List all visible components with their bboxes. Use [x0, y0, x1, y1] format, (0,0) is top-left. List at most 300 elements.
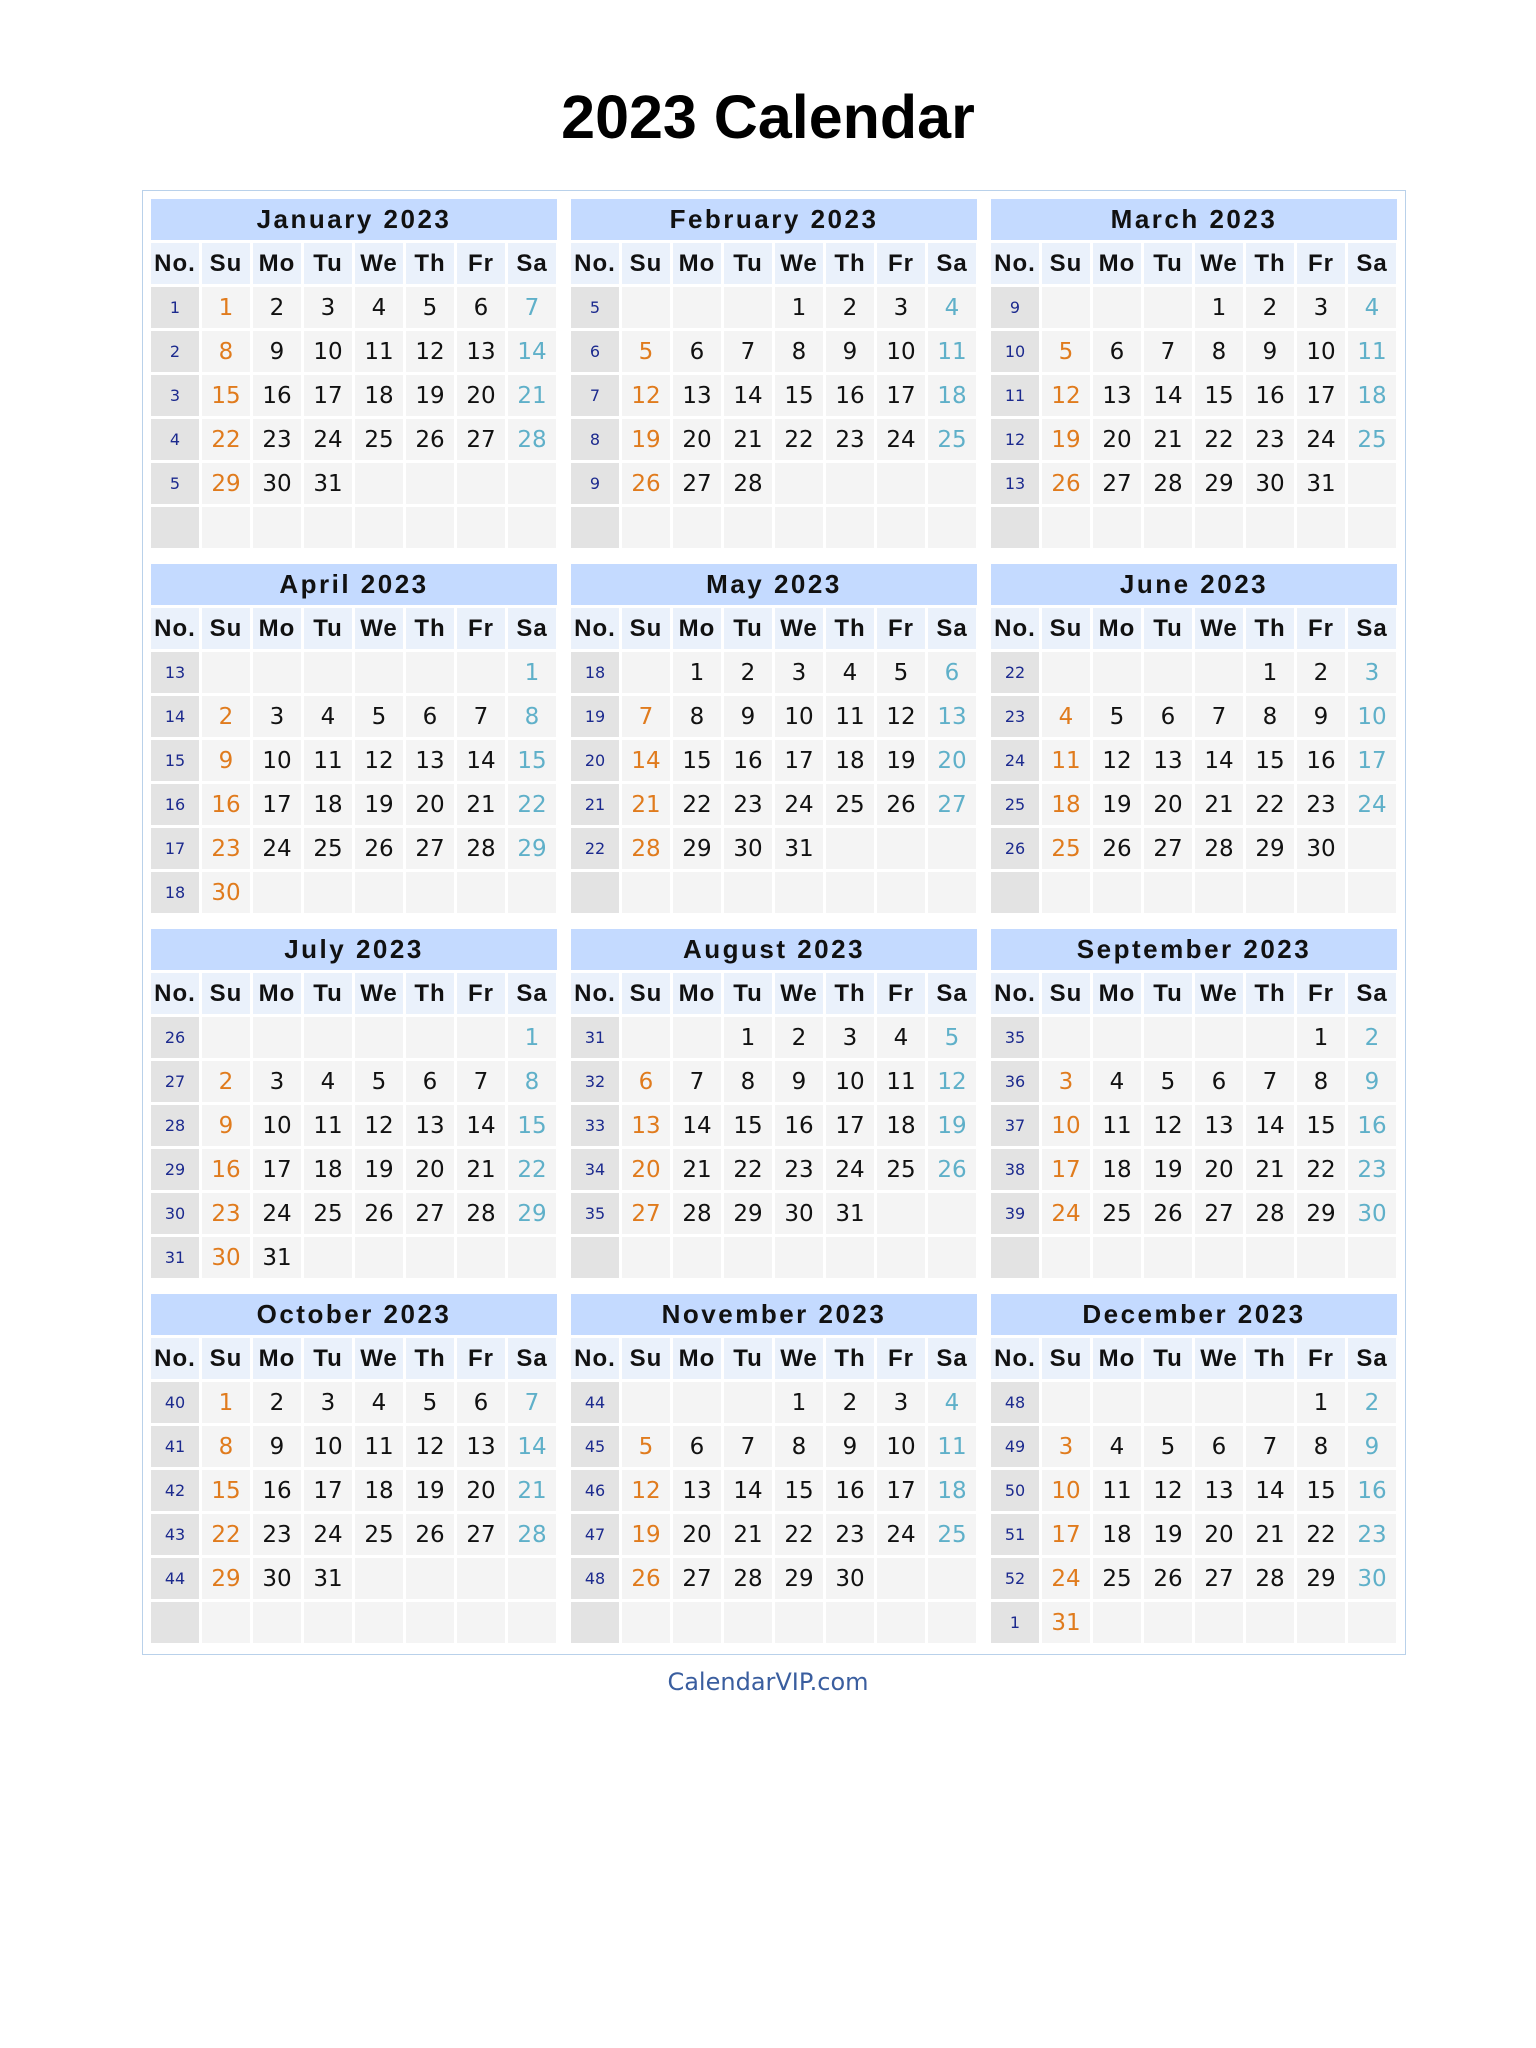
month-title: April 2023	[151, 564, 557, 605]
weekday-header: Su	[1042, 243, 1090, 284]
day-cell	[1144, 1017, 1192, 1058]
day-cell	[1093, 287, 1141, 328]
day-cell: 11	[355, 1426, 403, 1467]
day-cell: 19	[406, 1470, 454, 1511]
day-cell: 15	[1246, 740, 1294, 781]
day-cell: 30	[1246, 463, 1294, 504]
week-row	[991, 507, 1397, 548]
week-number	[571, 1237, 619, 1278]
week-number: 6	[571, 331, 619, 372]
day-cell: 27	[406, 828, 454, 869]
day-cell	[826, 507, 874, 548]
weekday-header: Su	[1042, 1338, 1090, 1379]
weekday-header: Th	[826, 973, 874, 1014]
footer-link[interactable]: CalendarVIP.com	[667, 1668, 869, 1696]
day-cell: 22	[508, 784, 556, 825]
day-cell: 22	[202, 419, 250, 460]
day-cell: 5	[355, 1061, 403, 1102]
week-number: 13	[151, 652, 199, 693]
day-cell: 19	[622, 419, 670, 460]
day-cell: 18	[1042, 784, 1090, 825]
week-number: 17	[151, 828, 199, 869]
month-title: June 2023	[991, 564, 1397, 605]
day-cell: 4	[304, 1061, 352, 1102]
day-cell	[304, 507, 352, 548]
day-cell: 10	[304, 1426, 352, 1467]
day-cell: 28	[508, 419, 556, 460]
day-cell	[202, 507, 250, 548]
day-cell	[253, 1602, 301, 1643]
month-title: January 2023	[151, 199, 557, 240]
day-cell	[775, 872, 823, 913]
day-cell	[1246, 1237, 1294, 1278]
calendar-grid	[151, 199, 1397, 1649]
day-cell: 3	[1348, 652, 1396, 693]
week-row	[151, 872, 557, 913]
day-cell	[724, 1602, 772, 1643]
day-cell	[253, 872, 301, 913]
day-cell	[508, 463, 556, 504]
day-cell: 5	[355, 696, 403, 737]
weekday-header-row	[151, 243, 557, 284]
day-cell: 5	[622, 1426, 670, 1467]
day-cell: 15	[202, 1470, 250, 1511]
day-cell: 13	[928, 696, 976, 737]
day-cell: 30	[202, 872, 250, 913]
day-cell: 27	[673, 1558, 721, 1599]
day-cell: 10	[304, 331, 352, 372]
day-cell: 25	[928, 1514, 976, 1555]
day-cell: 8	[202, 331, 250, 372]
day-cell: 26	[406, 1514, 454, 1555]
week-number: 16	[151, 784, 199, 825]
week-number: 24	[991, 740, 1039, 781]
day-cell	[622, 507, 670, 548]
week-number: 4	[151, 419, 199, 460]
weekday-header-row	[991, 973, 1397, 1014]
day-cell: 19	[1144, 1514, 1192, 1555]
day-cell: 11	[928, 1426, 976, 1467]
day-cell	[1144, 287, 1192, 328]
week-row	[991, 740, 1397, 781]
day-cell: 13	[406, 740, 454, 781]
day-cell: 8	[202, 1426, 250, 1467]
day-cell	[406, 1017, 454, 1058]
week-number: 35	[991, 1017, 1039, 1058]
weekday-header: Su	[1042, 973, 1090, 1014]
weekday-header: Su	[202, 1338, 250, 1379]
day-cell: 7	[508, 287, 556, 328]
weekday-header: Mo	[1093, 243, 1141, 284]
day-cell	[877, 507, 925, 548]
day-cell: 22	[202, 1514, 250, 1555]
day-cell	[1195, 507, 1243, 548]
day-cell: 13	[1093, 375, 1141, 416]
weekday-header: Fr	[1297, 243, 1345, 284]
day-cell	[928, 1193, 976, 1234]
day-cell: 2	[1246, 287, 1294, 328]
weekday-header: Su	[622, 973, 670, 1014]
week-number: 18	[571, 652, 619, 693]
week-row	[991, 419, 1397, 460]
day-cell: 13	[1195, 1470, 1243, 1511]
day-cell: 14	[673, 1105, 721, 1146]
week-number	[151, 507, 199, 548]
day-cell: 15	[1297, 1105, 1345, 1146]
day-cell: 9	[253, 331, 301, 372]
day-cell: 26	[1093, 828, 1141, 869]
day-cell: 12	[877, 696, 925, 737]
day-cell: 6	[673, 1426, 721, 1467]
day-cell: 26	[877, 784, 925, 825]
day-cell	[304, 1237, 352, 1278]
week-row	[571, 872, 977, 913]
day-cell	[673, 1237, 721, 1278]
day-cell: 14	[724, 375, 772, 416]
month-block	[571, 929, 977, 1284]
day-cell: 9	[775, 1061, 823, 1102]
week-row	[151, 1237, 557, 1278]
week-number: 19	[571, 696, 619, 737]
day-cell: 28	[508, 1514, 556, 1555]
day-cell	[1348, 1602, 1396, 1643]
week-row	[991, 828, 1397, 869]
day-cell: 6	[406, 696, 454, 737]
weekday-header: We	[355, 243, 403, 284]
day-cell: 28	[1144, 463, 1192, 504]
day-cell: 4	[355, 1382, 403, 1423]
day-cell: 25	[826, 784, 874, 825]
week-number: 5	[151, 463, 199, 504]
day-cell: 20	[406, 784, 454, 825]
day-cell	[1144, 1237, 1192, 1278]
day-cell: 24	[253, 1193, 301, 1234]
week-number: 11	[991, 375, 1039, 416]
day-cell: 20	[622, 1149, 670, 1190]
day-cell: 22	[673, 784, 721, 825]
day-cell: 20	[406, 1149, 454, 1190]
day-cell: 9	[1348, 1426, 1396, 1467]
day-cell: 16	[1297, 740, 1345, 781]
day-cell: 21	[508, 375, 556, 416]
weekday-header: Th	[406, 243, 454, 284]
day-cell: 25	[304, 828, 352, 869]
day-cell: 23	[826, 419, 874, 460]
day-cell: 10	[775, 696, 823, 737]
day-cell: 14	[1195, 740, 1243, 781]
day-cell: 5	[928, 1017, 976, 1058]
day-cell: 6	[457, 287, 505, 328]
day-cell: 7	[673, 1061, 721, 1102]
week-row	[571, 331, 977, 372]
day-cell: 12	[406, 1426, 454, 1467]
week-row	[991, 463, 1397, 504]
day-cell: 14	[457, 1105, 505, 1146]
day-cell	[1093, 872, 1141, 913]
week-row	[151, 1017, 557, 1058]
weekday-header: Th	[1246, 608, 1294, 649]
day-cell: 20	[457, 1470, 505, 1511]
day-cell: 30	[775, 1193, 823, 1234]
day-cell: 25	[1093, 1558, 1141, 1599]
day-cell: 30	[1348, 1558, 1396, 1599]
day-cell: 30	[1348, 1193, 1396, 1234]
day-cell: 4	[1093, 1426, 1141, 1467]
day-cell: 16	[1348, 1470, 1396, 1511]
day-cell: 9	[1246, 331, 1294, 372]
day-cell: 26	[622, 1558, 670, 1599]
week-number: 34	[571, 1149, 619, 1190]
day-cell: 21	[724, 1514, 772, 1555]
day-cell	[673, 1017, 721, 1058]
day-cell	[877, 1193, 925, 1234]
day-cell	[355, 872, 403, 913]
weekday-header: We	[355, 973, 403, 1014]
day-cell: 23	[253, 419, 301, 460]
day-cell: 30	[1297, 828, 1345, 869]
day-cell: 26	[1042, 463, 1090, 504]
day-cell: 6	[1093, 331, 1141, 372]
day-cell: 4	[826, 652, 874, 693]
day-cell: 27	[622, 1193, 670, 1234]
day-cell: 16	[202, 1149, 250, 1190]
week-number	[991, 872, 1039, 913]
day-cell: 17	[1297, 375, 1345, 416]
day-cell: 14	[622, 740, 670, 781]
day-cell: 10	[1348, 696, 1396, 737]
day-cell	[1144, 1602, 1192, 1643]
day-cell	[253, 507, 301, 548]
weekday-header: Tu	[304, 608, 352, 649]
day-cell: 13	[622, 1105, 670, 1146]
weekday-header: Sa	[1348, 243, 1396, 284]
day-cell: 15	[1195, 375, 1243, 416]
week-number: 46	[571, 1470, 619, 1511]
day-cell	[724, 872, 772, 913]
day-cell	[1093, 1602, 1141, 1643]
week-number: 13	[991, 463, 1039, 504]
week-row	[151, 463, 557, 504]
weekday-header: Fr	[877, 1338, 925, 1379]
page-title: 2023 Calendar	[561, 83, 975, 151]
day-cell: 14	[457, 740, 505, 781]
weekday-header: We	[775, 243, 823, 284]
week-row	[571, 1105, 977, 1146]
day-cell: 25	[1093, 1193, 1141, 1234]
week-row	[991, 1470, 1397, 1511]
day-cell: 11	[928, 331, 976, 372]
week-number: 48	[991, 1382, 1039, 1423]
day-cell: 23	[1297, 784, 1345, 825]
week-row	[151, 375, 557, 416]
day-cell	[877, 1558, 925, 1599]
day-cell: 7	[457, 696, 505, 737]
weekday-header: We	[355, 1338, 403, 1379]
week-row	[571, 463, 977, 504]
day-cell: 25	[304, 1193, 352, 1234]
week-row	[991, 1602, 1397, 1643]
week-row	[991, 1017, 1397, 1058]
day-cell: 17	[826, 1105, 874, 1146]
day-cell: 17	[877, 375, 925, 416]
day-cell: 24	[877, 419, 925, 460]
week-number: 36	[991, 1061, 1039, 1102]
day-cell: 7	[508, 1382, 556, 1423]
day-cell	[877, 1237, 925, 1278]
day-cell	[928, 463, 976, 504]
day-cell: 15	[673, 740, 721, 781]
weekday-header: Sa	[928, 973, 976, 1014]
day-cell: 13	[673, 375, 721, 416]
week-number: 25	[991, 784, 1039, 825]
day-cell: 18	[1093, 1149, 1141, 1190]
day-cell: 8	[1297, 1061, 1345, 1102]
day-cell: 5	[406, 287, 454, 328]
day-cell: 20	[673, 419, 721, 460]
day-cell	[457, 872, 505, 913]
day-cell	[406, 463, 454, 504]
day-cell: 31	[1042, 1602, 1090, 1643]
day-cell	[928, 1602, 976, 1643]
week-number: 47	[571, 1514, 619, 1555]
month-title: August 2023	[571, 929, 977, 970]
weekday-header-row	[991, 1338, 1397, 1379]
week-number: 40	[151, 1382, 199, 1423]
day-cell: 16	[202, 784, 250, 825]
day-cell: 1	[775, 1382, 823, 1423]
day-cell: 4	[1348, 287, 1396, 328]
day-cell	[508, 507, 556, 548]
day-cell: 15	[508, 740, 556, 781]
weekday-header: Mo	[253, 608, 301, 649]
day-cell: 10	[1297, 331, 1345, 372]
day-cell	[877, 463, 925, 504]
weekday-header: Mo	[673, 1338, 721, 1379]
day-cell: 24	[1348, 784, 1396, 825]
day-cell: 6	[1195, 1426, 1243, 1467]
weekday-header: Su	[622, 1338, 670, 1379]
day-cell: 12	[1144, 1105, 1192, 1146]
week-number: 30	[151, 1193, 199, 1234]
day-cell: 29	[724, 1193, 772, 1234]
week-row	[151, 828, 557, 869]
day-cell: 6	[1195, 1061, 1243, 1102]
week-row	[991, 1426, 1397, 1467]
weekday-header: Mo	[673, 243, 721, 284]
day-cell	[355, 1602, 403, 1643]
week-number: 51	[991, 1514, 1039, 1555]
day-cell	[1195, 1382, 1243, 1423]
day-cell: 21	[457, 1149, 505, 1190]
week-row	[571, 696, 977, 737]
day-cell: 12	[622, 375, 670, 416]
day-cell: 8	[673, 696, 721, 737]
week-number: 1	[151, 287, 199, 328]
day-cell: 21	[673, 1149, 721, 1190]
day-cell: 29	[508, 1193, 556, 1234]
day-cell: 16	[253, 1470, 301, 1511]
week-row	[151, 419, 557, 460]
day-cell: 9	[826, 331, 874, 372]
day-cell: 2	[826, 287, 874, 328]
week-row	[571, 1061, 977, 1102]
weekday-header: Fr	[457, 973, 505, 1014]
month-title: September 2023	[991, 929, 1397, 970]
day-cell	[673, 287, 721, 328]
day-cell: 31	[826, 1193, 874, 1234]
week-row	[991, 872, 1397, 913]
day-cell: 26	[622, 463, 670, 504]
weekday-header: No.	[571, 243, 619, 284]
day-cell: 7	[724, 331, 772, 372]
weekday-header: Sa	[508, 243, 556, 284]
week-number: 48	[571, 1558, 619, 1599]
day-cell: 10	[877, 331, 925, 372]
day-cell: 15	[724, 1105, 772, 1146]
week-number: 44	[151, 1558, 199, 1599]
week-row	[991, 1514, 1397, 1555]
week-number: 50	[991, 1470, 1039, 1511]
day-cell: 17	[1348, 740, 1396, 781]
week-number: 20	[571, 740, 619, 781]
month-title: February 2023	[571, 199, 977, 240]
day-cell: 20	[457, 375, 505, 416]
day-cell	[724, 287, 772, 328]
week-number	[991, 507, 1039, 548]
week-row	[571, 1558, 977, 1599]
week-row	[571, 828, 977, 869]
month-block	[151, 929, 557, 1284]
weekday-header: Sa	[928, 1338, 976, 1379]
day-cell	[877, 1602, 925, 1643]
week-row	[571, 1426, 977, 1467]
week-number: 8	[571, 419, 619, 460]
day-cell: 25	[877, 1149, 925, 1190]
day-cell: 12	[928, 1061, 976, 1102]
day-cell: 18	[355, 1470, 403, 1511]
day-cell	[304, 1017, 352, 1058]
day-cell	[355, 463, 403, 504]
day-cell	[1144, 507, 1192, 548]
day-cell: 24	[304, 419, 352, 460]
day-cell: 8	[775, 331, 823, 372]
day-cell: 27	[1093, 463, 1141, 504]
day-cell: 18	[1348, 375, 1396, 416]
day-cell: 28	[1195, 828, 1243, 869]
day-cell: 16	[826, 1470, 874, 1511]
day-cell: 23	[1246, 419, 1294, 460]
week-number	[571, 872, 619, 913]
day-cell	[457, 652, 505, 693]
week-number: 23	[991, 696, 1039, 737]
day-cell	[1195, 1237, 1243, 1278]
weekday-header: We	[1195, 608, 1243, 649]
weekday-header: No.	[571, 608, 619, 649]
day-cell: 29	[508, 828, 556, 869]
week-row	[151, 1382, 557, 1423]
week-row	[571, 1149, 977, 1190]
day-cell: 17	[304, 375, 352, 416]
day-cell	[724, 1382, 772, 1423]
weekday-header: Tu	[724, 608, 772, 649]
weekday-header: Tu	[1144, 243, 1192, 284]
week-row	[571, 1470, 977, 1511]
day-cell: 2	[724, 652, 772, 693]
weekday-header-row	[571, 608, 977, 649]
day-cell: 19	[355, 1149, 403, 1190]
day-cell	[622, 1237, 670, 1278]
day-cell: 18	[1093, 1514, 1141, 1555]
